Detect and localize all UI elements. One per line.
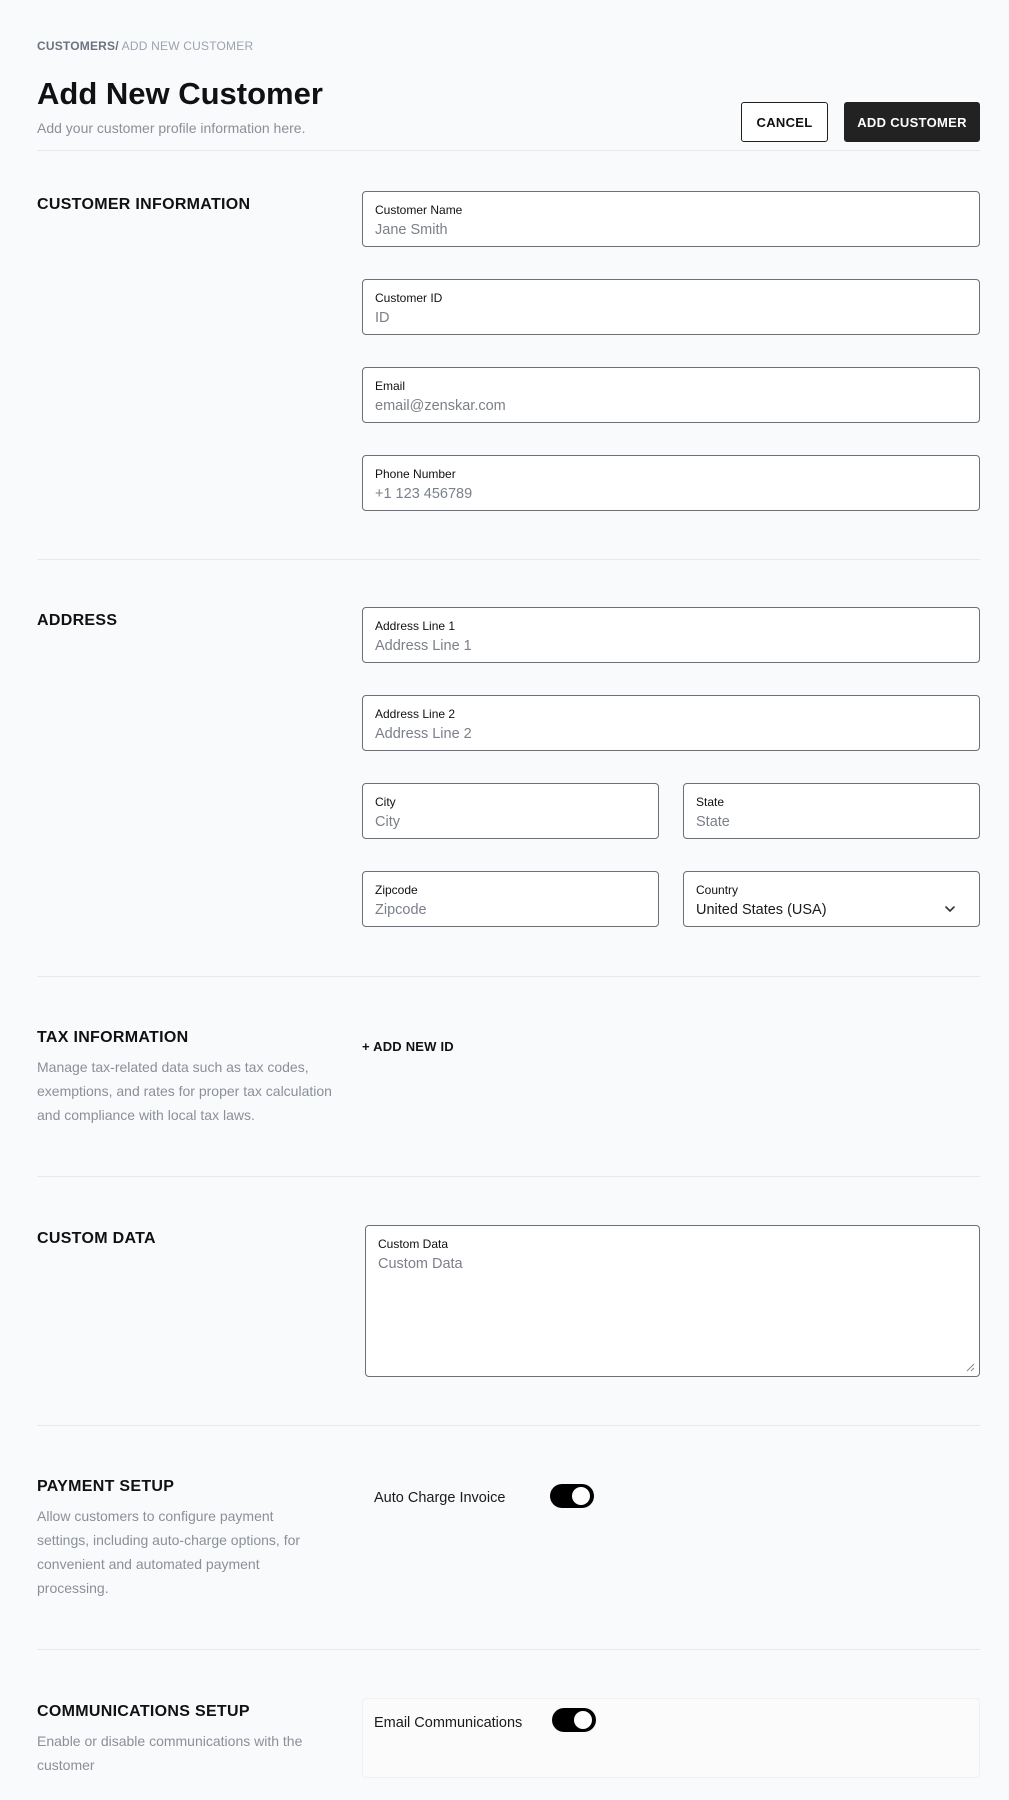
resize-handle-icon[interactable] xyxy=(965,1362,975,1372)
section-divider xyxy=(37,1649,980,1650)
toggle-knob xyxy=(572,1487,590,1505)
email-communications-row xyxy=(362,1698,980,1778)
section-divider xyxy=(37,1176,980,1177)
city-placeholder: City xyxy=(375,814,400,830)
section-divider xyxy=(37,976,980,977)
customer-id-field[interactable] xyxy=(362,279,980,335)
custom-data-textarea[interactable] xyxy=(365,1225,980,1377)
section-divider xyxy=(37,1425,980,1426)
breadcrumb-current: ADD NEW CUSTOMER xyxy=(118,39,254,53)
custom-data-placeholder: Custom Data xyxy=(378,1256,463,1272)
customer-information-title: CUSTOMER INFORMATION xyxy=(37,196,251,213)
email-communications-label: Email Communications xyxy=(374,1715,523,1731)
payment-setup-description: Allow customers to configure payment settings, including auto-charge options, for convenient and automated payment processing. xyxy=(37,1508,301,1596)
tax-information-description: Manage tax-related data such as tax codes, exemptions, and rates for proper tax calculation and compliance with local tax laws. xyxy=(37,1059,332,1123)
page-subtitle: Add your customer profile information here. xyxy=(37,120,306,136)
address-line-1-placeholder: Address Line 1 xyxy=(375,638,472,654)
zipcode-placeholder: Zipcode xyxy=(375,902,427,918)
country-value: United States (USA) xyxy=(696,902,827,918)
city-field[interactable] xyxy=(362,783,659,839)
custom-data-label: Custom Data xyxy=(378,1237,449,1251)
country-select[interactable] xyxy=(683,871,980,927)
address-line-2-placeholder: Address Line 2 xyxy=(375,726,472,742)
page-title: Add New Customer xyxy=(37,76,323,111)
state-placeholder: State xyxy=(696,814,730,830)
state-label: State xyxy=(696,795,725,809)
section-divider xyxy=(37,559,980,560)
toggle-knob xyxy=(574,1711,592,1729)
address-line-2-field[interactable] xyxy=(362,695,980,751)
address-line-1-label: Address Line 1 xyxy=(375,619,456,633)
cancel-button[interactable]: CANCEL xyxy=(741,102,828,142)
header-divider xyxy=(37,150,980,151)
customer-name-label: Customer Name xyxy=(375,203,463,217)
zipcode-label: Zipcode xyxy=(375,883,418,897)
add-new-id-link[interactable]: + ADD NEW ID xyxy=(362,1039,454,1054)
communications-setup-title: COMMUNICATIONS SETUP xyxy=(37,1703,250,1720)
auto-charge-invoice-toggle[interactable] xyxy=(550,1484,594,1508)
phone-number-placeholder: +1 123 456789 xyxy=(375,486,473,502)
email-communications-toggle[interactable] xyxy=(552,1708,596,1732)
state-field[interactable] xyxy=(683,783,980,839)
custom-data-title: CUSTOM DATA xyxy=(37,1230,156,1247)
address-line-1-field[interactable] xyxy=(362,607,980,663)
communications-setup-description: Enable or disable communications with the customer xyxy=(37,1733,303,1773)
city-label: City xyxy=(375,795,396,809)
phone-number-label: Phone Number xyxy=(375,467,456,481)
address-line-2-label: Address Line 2 xyxy=(375,707,456,721)
customer-name-field[interactable] xyxy=(362,191,980,247)
address-title: ADDRESS xyxy=(37,612,118,629)
add-customer-button[interactable]: ADD CUSTOMER xyxy=(844,102,980,142)
customer-name-placeholder: Jane Smith xyxy=(375,222,448,238)
tax-information-title: TAX INFORMATION xyxy=(37,1029,189,1046)
email-field[interactable] xyxy=(362,367,980,423)
auto-charge-invoice-label: Auto Charge Invoice xyxy=(374,1490,506,1506)
customer-id-label: Customer ID xyxy=(375,291,443,305)
payment-setup-title: PAYMENT SETUP xyxy=(37,1478,175,1495)
customer-id-placeholder: ID xyxy=(375,310,390,326)
chevron-down-icon[interactable] xyxy=(943,902,957,916)
email-label: Email xyxy=(375,379,406,393)
breadcrumb-customers-link[interactable]: CUSTOMERS/ xyxy=(37,39,119,53)
breadcrumb xyxy=(37,39,253,53)
country-label: Country xyxy=(696,883,739,897)
email-placeholder: email@zenskar.com xyxy=(375,398,506,414)
zipcode-field[interactable] xyxy=(362,871,659,927)
phone-number-field[interactable] xyxy=(362,455,980,511)
